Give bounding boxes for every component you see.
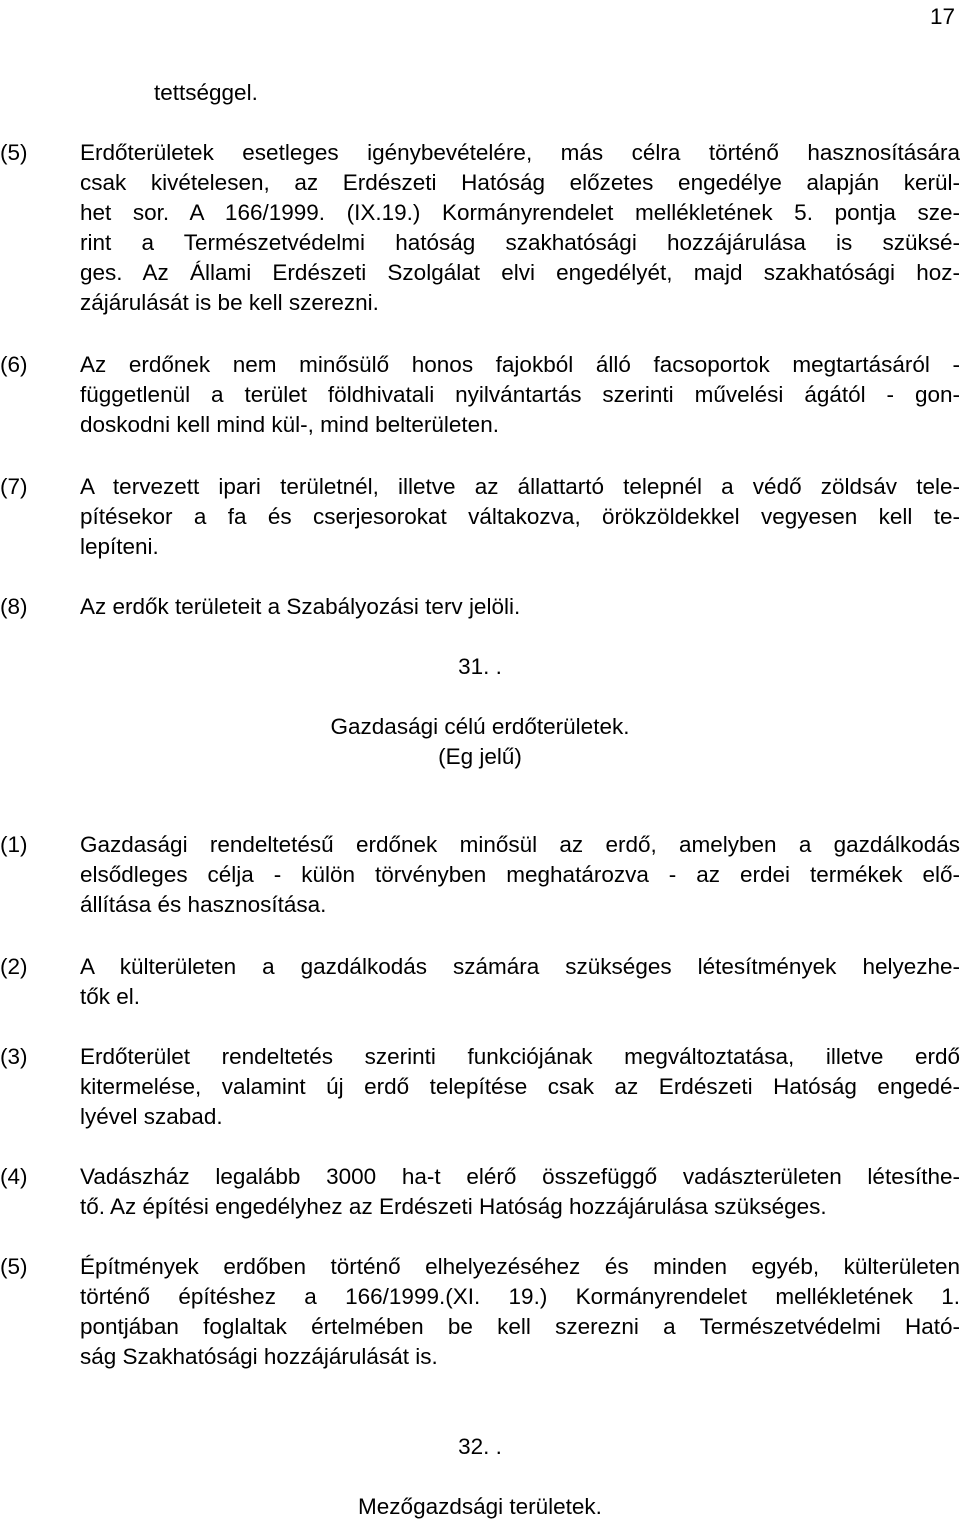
paragraph-line: ság Szakhatósági hozzájárulását is. bbox=[80, 1344, 438, 1369]
section-title-32: Mezőgazdsági területek. bbox=[358, 1494, 602, 1519]
paragraph-line: állítása és hasznosítása. bbox=[80, 892, 327, 917]
paragraph-line: elsődleges célja - külön törvényben meghatározva - az erdei termékek elő- bbox=[80, 862, 960, 887]
paragraph-line: Az erdők területeit a Szabályozási terv jelöli. bbox=[80, 594, 521, 619]
paragraph-number: (1) bbox=[0, 832, 28, 857]
paragraph-line: lepíteni. bbox=[80, 534, 159, 559]
paragraph-line: rint a Természetvédelmi hatóság szakhatósági hozzájárulása is szüksé- bbox=[80, 230, 960, 255]
section-number-31: 31. . bbox=[458, 654, 502, 679]
paragraph-line: A tervezett ipari területnél, illetve az állattartó telepnél a védő zöldsáv tele- bbox=[80, 474, 960, 499]
paragraph-line: kitermelése, valamint új erdő telepítése csak az Erdészeti Hatóság engedé- bbox=[80, 1074, 960, 1099]
paragraph-line: csak kivételesen, az Erdészeti Hatóság előzetes engedélye alapján kerül- bbox=[80, 170, 960, 195]
section-subtitle-31: (Eg jelű) bbox=[438, 744, 522, 769]
paragraph-line: het sor. A 166/1999. (IX.19.) Kormányrendelet mellékletének 5. pontja sze- bbox=[80, 200, 960, 225]
paragraph-line: függetlenül a terület földhivatali nyilvántartás szerinti művelési ágától - gon- bbox=[80, 382, 960, 407]
paragraph-number: (7) bbox=[0, 474, 28, 499]
paragraph-line: Vadászház legalább 3000 ha-t elérő összefüggő vadászterületen létesíthe- bbox=[80, 1164, 960, 1189]
paragraph-line: pítésekor a fa és cserjesorokat váltakozva, örökzöldekkel vegyesen kell te- bbox=[80, 504, 960, 529]
paragraph-line: történő építéshez a 166/1999.(XI. 19.) Kormányrendelet mellékletének 1. bbox=[80, 1284, 960, 1309]
paragraph-number: (6) bbox=[0, 352, 28, 377]
paragraph-line: lyével szabad. bbox=[80, 1104, 223, 1129]
paragraph-line: ges. Az Állami Erdészeti Szolgálat elvi engedélyét, majd szakhatósági hoz- bbox=[80, 260, 960, 285]
paragraph-line: tő. Az építési engedélyhez az Erdészeti Hatóság hozzájárulása szükséges. bbox=[80, 1194, 827, 1219]
paragraph-number: (5) bbox=[0, 1254, 28, 1279]
paragraph-line: zájárulását is be kell szerezni. bbox=[80, 290, 379, 315]
paragraph-line: A külterületen a gazdálkodás számára szükséges létesítmények helyezhe- bbox=[80, 954, 960, 979]
continuation-line: tettséggel. bbox=[154, 80, 258, 105]
section-number-32: 32. . bbox=[458, 1434, 502, 1459]
paragraph-line: pontjában foglaltak értelmében be kell szerezni a Természetvédelmi Ható- bbox=[80, 1314, 960, 1339]
paragraph-number: (3) bbox=[0, 1044, 28, 1069]
paragraph-number: (2) bbox=[0, 954, 28, 979]
paragraph-line: Az erdőnek nem minősülő honos fajokból álló facsoportok megtartásáról - bbox=[80, 352, 960, 377]
paragraph-line: doskodni kell mind kül-, mind belterületen. bbox=[80, 412, 499, 437]
paragraph-number: (8) bbox=[0, 594, 28, 619]
paragraph-line: Építmények erdőben történő elhelyezéséhez és minden egyéb, külterületen bbox=[80, 1254, 960, 1279]
paragraph-line: Erdőterület rendeltetés szerinti funkciójának megváltoztatása, illetve erdő bbox=[80, 1044, 960, 1069]
paragraph-number: (5) bbox=[0, 140, 28, 165]
section-title-31: Gazdasági célú erdőterületek. bbox=[330, 714, 630, 739]
paragraph-number: (4) bbox=[0, 1164, 28, 1189]
page-number: 17 bbox=[930, 4, 956, 29]
paragraph-line: Erdőterületek esetleges igénybevételére, más célra történő hasznosítására bbox=[80, 140, 960, 165]
paragraph-line: tők el. bbox=[80, 984, 141, 1009]
paragraph-line: Gazdasági rendeltetésű erdőnek minősül az erdő, amelyben a gazdálkodás bbox=[80, 832, 960, 857]
